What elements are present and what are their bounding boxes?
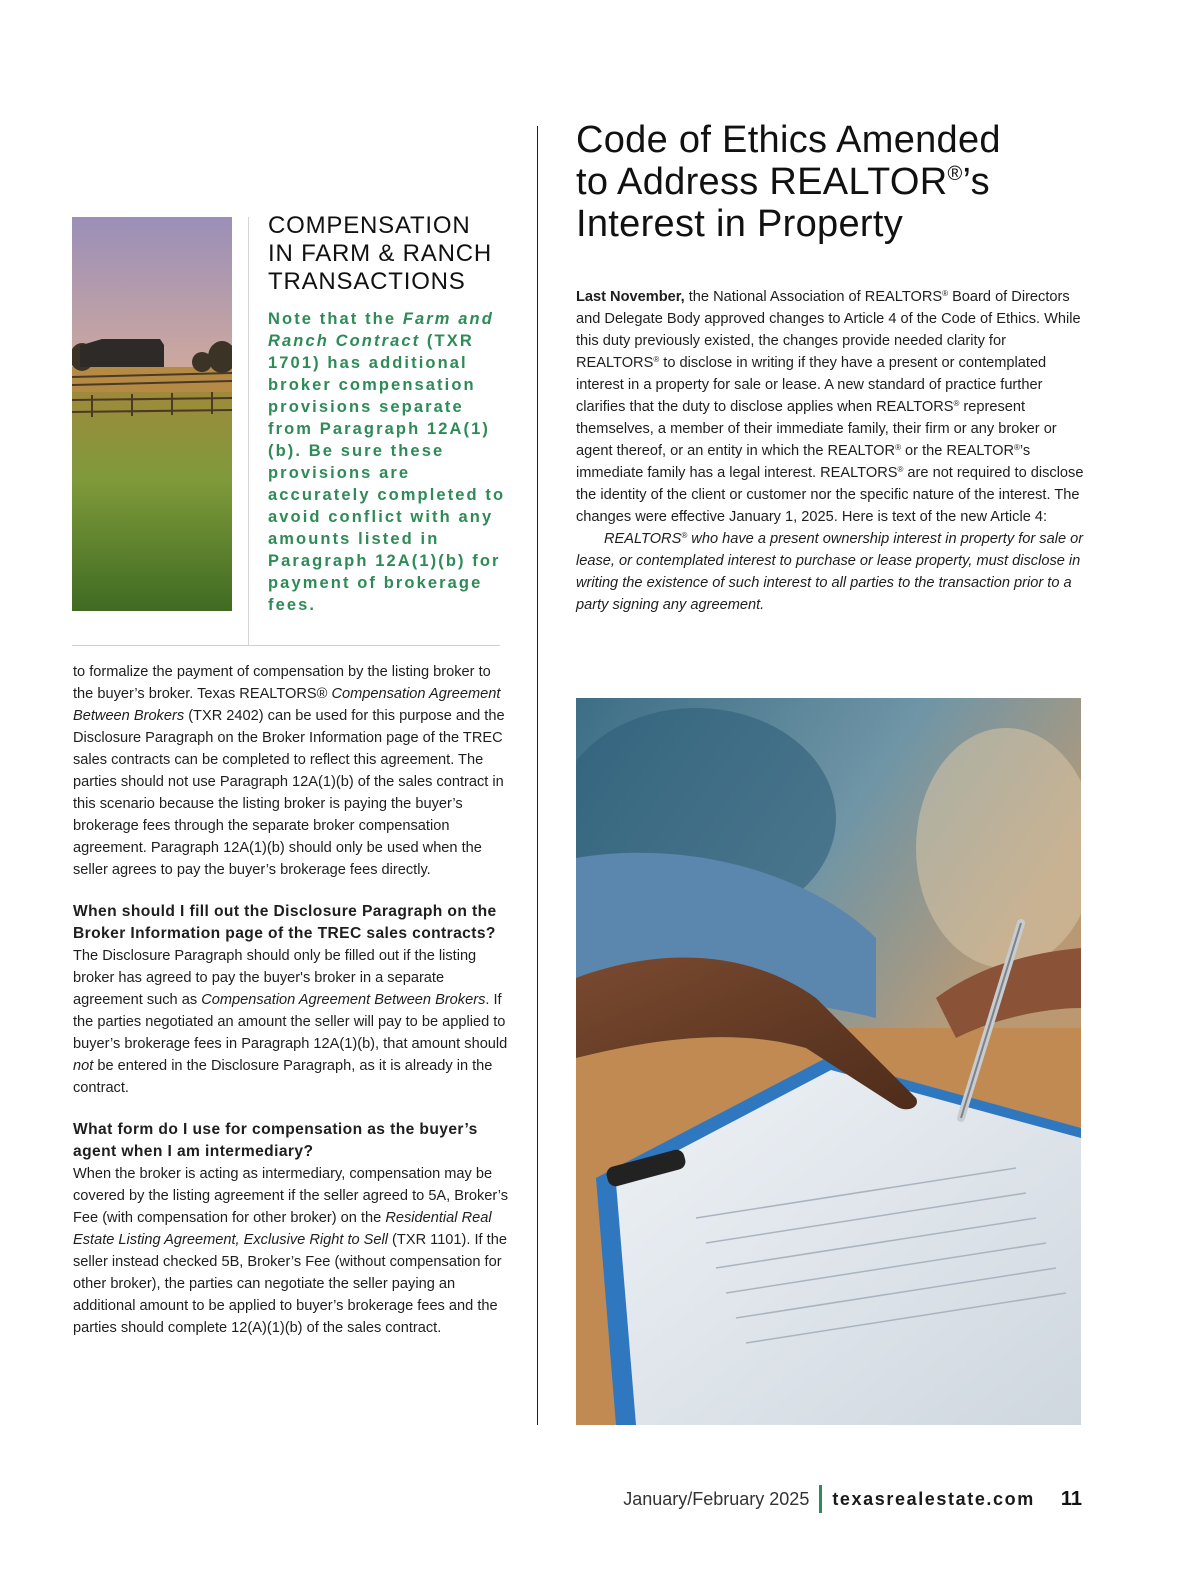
column-divider: [537, 126, 538, 1425]
registered-mark: ®: [947, 163, 963, 185]
question-heading: When should I fill out the Disclosure Paragraph on the Broker Information page of the TREC sales contracts?: [73, 903, 497, 942]
headline-line: to Address REALTOR: [576, 161, 948, 203]
registered-mark: ®: [942, 289, 949, 298]
sidebar-body-text: (TXR 1701) has additional broker compensation provisions separate from Paragraph 12A(1)(b). Be sure these provisions are accurately completed to avoid conflict with any amounts listed in Paragraph 12A(1)(b) for payment of brokerage fees.: [268, 332, 506, 614]
farm-ranch-image: [72, 217, 232, 611]
body-text: When the broker is acting as intermediary, compensation may be covered by the listing agreement if the seller agreed to 5A, Broker’s Fee (with compensation for other broker) on the: [73, 1166, 509, 1226]
sidebar-bottom-rule: [72, 645, 500, 646]
registered-mark: ®: [953, 399, 960, 408]
body-text: be entered in the Disclosure Paragraph, as it is already in the contract.: [73, 1058, 493, 1096]
registered-mark: ®: [653, 355, 660, 364]
question-heading: What form do I use for compensation as the buyer’s agent when I am intermediary?: [73, 1121, 478, 1160]
sidebar-title: [268, 212, 506, 296]
article-paragraph: [576, 286, 1086, 528]
emphasis-text: not: [73, 1058, 94, 1074]
body-form-name: Compensation Agreement Between Brokers: [73, 686, 501, 724]
sidebar-box: [268, 212, 506, 616]
body-text: are not required to disclose the identity of the client or customer nor the specific nature of the interest. The changes were effective January 1, 2025. Here is text of the new Article 4:: [576, 465, 1084, 525]
article-lead-in: Last November,: [576, 289, 685, 305]
site-link[interactable]: texasrealestate.com: [832, 1488, 1035, 1509]
sidebar-title-line: IN FARM & RANCH: [268, 240, 493, 267]
body-form-name: Compensation Agreement Between Brokers: [201, 992, 486, 1008]
headline-line: Code of Ethics Amended: [576, 119, 1001, 161]
sidebar-body-form-name: Farm and Ranch Contract: [268, 310, 494, 350]
page-number: 11: [1060, 1487, 1082, 1510]
issue-date: January/February 2025: [623, 1488, 810, 1509]
article-4-quote: [576, 528, 1086, 616]
body-text: represent themselves, a member of their immediate family, their firm or any broker or agent thereof, or an entity in which the REALTOR: [576, 399, 1057, 459]
body-text: who have a present ownership interest in property for sale or lease, or contemplated interest to purchase or lease property, must disclose in writing the existence of such interest to all parties to the transaction prior to a party signing any agreement.: [576, 531, 1084, 613]
farm-ranch-illustration: [72, 217, 232, 611]
body-text: ’s immediate family has a legal interest. REALTORS: [576, 443, 1031, 481]
sidebar-title-line: COMPENSATION: [268, 212, 471, 239]
answer-paragraph: [73, 1163, 513, 1339]
body-text: to formalize the payment of compensation by the listing broker to the buyer’s broker. Texas REALTORS®: [73, 664, 491, 702]
body-text: to disclose in writing if they have a present or contemplated interest in a property for sale or lease. A new standard of practice further clarifies that the duty to disclose applies when REALTORS: [576, 355, 1047, 415]
registered-mark: ®: [681, 531, 688, 540]
body-paragraph: [73, 661, 513, 881]
answer-paragraph: [73, 945, 513, 1099]
body-text: (TXR 1101). If the seller instead checked 5B, Broker’s Fee (without compensation for other broker), the parties can negotiate the seller paying an additional amount to be applied to buyer’s brokerage fees and the parties should complete 12(A)(1)(b) of the sales contract.: [73, 1232, 507, 1336]
article-body: [576, 286, 1086, 616]
sidebar-body: [268, 308, 506, 616]
registered-mark: ®: [895, 443, 901, 452]
body-text: . If the parties negotiated an amount the seller will pay to be applied to buyer’s brokerage fees in Paragraph 12A(1)(b), that amount should: [73, 992, 508, 1052]
body-text: REALTORS: [604, 531, 682, 547]
registered-mark: ®: [1014, 443, 1020, 452]
sidebar-title-line: TRANSACTIONS: [268, 268, 466, 295]
page-footer: [600, 1484, 1082, 1514]
sidebar-body-text: Note that the: [268, 310, 403, 328]
article-headline: [576, 119, 1096, 245]
body-text: the National Association of REALTORS: [684, 289, 943, 305]
signing-document-photo: [576, 698, 1081, 1425]
body-text: or the REALTOR: [900, 443, 1014, 459]
left-column: [73, 661, 513, 1339]
body-text: Board of Directors and Delegate Body approved changes to Article 4 of the Code of Ethics. While this duty previously existed, the changes provide needed clarity for REALTORS: [576, 289, 1081, 371]
body-form-name: Residential Real Estate Listing Agreement, Exclusive Right to Sell: [73, 1210, 492, 1248]
body-text: The Disclosure Paragraph should only be filled out if the listing broker has agreed to pay the buyer's broker in a separate agreement such as: [73, 948, 477, 1008]
headline-line: ’s: [962, 161, 990, 203]
registered-mark: ®: [897, 465, 904, 474]
body-text: (TXR 2402) can be used for this purpose and the Disclosure Paragraph on the Broker Information page of the TREC sales contracts can be completed to reflect this agreement. The parties should not use Paragraph 12A(1)(b) of the sales contract in this scenario because the listing broker is paying the buyer’s brokerage fees through the separate broker compensation agreement. Paragraph 12A(1)(b) should only be used when the seller agrees to pay the buyer’s brokerage fees directly.: [73, 708, 505, 878]
sidebar-vertical-rule: [248, 217, 249, 645]
signing-document-illustration: [576, 698, 1081, 1425]
footer-divider: [819, 1485, 822, 1513]
headline-line: Interest in Property: [576, 203, 904, 245]
